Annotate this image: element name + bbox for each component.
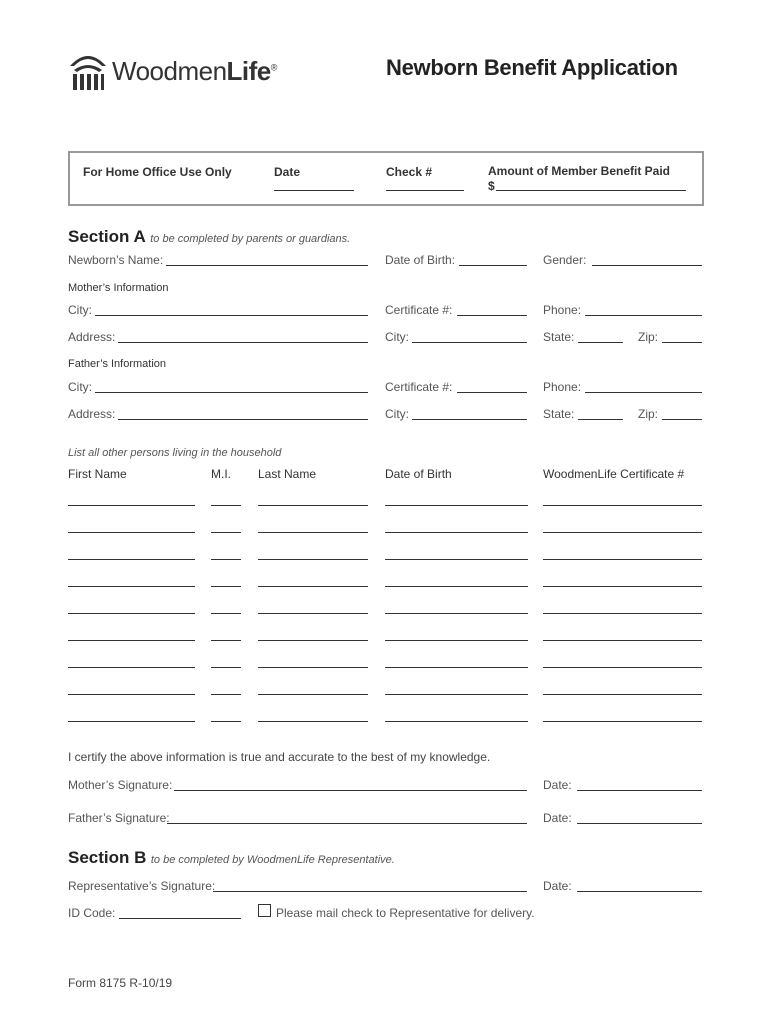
household-date-of-birth-field[interactable]: [385, 613, 528, 614]
office-date-field[interactable]: [274, 190, 354, 191]
father-phone-field[interactable]: [585, 392, 702, 393]
mother-certificate-field[interactable]: [457, 315, 527, 316]
col-first-name: First Name: [68, 467, 127, 481]
mother-address-label: Address:: [68, 330, 116, 344]
father-address-field[interactable]: [118, 419, 368, 420]
rep-signature-field[interactable]: [213, 891, 527, 892]
household-last-name-field[interactable]: [258, 667, 368, 668]
mother-zip-label: Zip:: [638, 330, 659, 344]
household-date-of-birth-field[interactable]: [385, 559, 528, 560]
household-first-name-field[interactable]: [68, 721, 195, 722]
household-last-name-field[interactable]: [258, 586, 368, 587]
mother-city-label: City:: [68, 303, 92, 317]
father-address-label: Address:: [68, 407, 116, 421]
household-first-name-field[interactable]: [68, 613, 195, 614]
mother-certificate-label: Certificate #:: [385, 303, 453, 317]
office-check-label: Check #: [386, 165, 433, 179]
logo-emblem-icon: [68, 48, 108, 92]
household-certificate-field[interactable]: [543, 505, 702, 506]
mother-signature-label: Mother’s Signature:: [68, 778, 173, 792]
household-certificate-field[interactable]: [543, 667, 702, 668]
col-last-name: Last Name: [258, 467, 317, 481]
household-middle-initial-field[interactable]: [211, 505, 241, 506]
newborn-gender-field[interactable]: [592, 265, 702, 266]
mother-signature-date-field[interactable]: [577, 790, 702, 791]
mail-check-label: Please mail check to Representative for delivery.: [276, 906, 535, 920]
household-certificate-field[interactable]: [543, 613, 702, 614]
household-date-of-birth-field[interactable]: [385, 721, 528, 722]
woodmenlife-logo: [68, 48, 278, 92]
household-middle-initial-field[interactable]: [211, 586, 241, 587]
mother-zip-field[interactable]: [662, 342, 702, 343]
office-dollar-sign: $: [488, 179, 495, 193]
household-certificate-field[interactable]: [543, 586, 702, 587]
mother-state-field[interactable]: [578, 342, 623, 343]
father-address-city-field[interactable]: [412, 419, 527, 420]
household-certificate-field[interactable]: [543, 532, 702, 533]
father-zip-field[interactable]: [662, 419, 702, 420]
rep-date-field[interactable]: [577, 891, 702, 892]
mother-signature-field[interactable]: [174, 790, 527, 791]
office-amount-label: Amount of Member Benefit Paid: [488, 164, 671, 178]
certify-statement: I certify the above information is true and accurate to the best of my knowledge.: [68, 750, 491, 764]
household-certificate-field[interactable]: [543, 640, 702, 641]
col-certificate: WoodmenLife Certificate #: [543, 467, 685, 481]
father-zip-label: Zip:: [638, 407, 659, 421]
section-b-title: Section B: [68, 848, 147, 867]
household-last-name-field[interactable]: [258, 694, 368, 695]
household-first-name-field[interactable]: [68, 667, 195, 668]
col-middle-initial: M.I.: [211, 467, 231, 481]
father-certificate-label: Certificate #:: [385, 380, 453, 394]
mother-phone-label: Phone:: [543, 303, 582, 317]
mother-state-label: State:: [543, 330, 575, 344]
newborn-dob-label: Date of Birth:: [385, 253, 456, 267]
household-certificate-field[interactable]: [543, 694, 702, 695]
household-last-name-field[interactable]: [258, 721, 368, 722]
household-middle-initial-field[interactable]: [211, 640, 241, 641]
household-last-name-field[interactable]: [258, 613, 368, 614]
household-middle-initial-field[interactable]: [211, 613, 241, 614]
mother-address-city-label: City:: [385, 330, 409, 344]
household-first-name-field[interactable]: [68, 694, 195, 695]
household-date-of-birth-field[interactable]: [385, 505, 528, 506]
office-date-label: Date: [274, 165, 301, 179]
household-first-name-field[interactable]: [68, 559, 195, 560]
father-state-label: State:: [543, 407, 575, 421]
father-signature-label: Father’s Signature:: [68, 811, 170, 825]
household-middle-initial-field[interactable]: [211, 694, 241, 695]
household-first-name-field[interactable]: [68, 640, 195, 641]
father-address-city-label: City:: [385, 407, 409, 421]
father-info-heading: Father’s Information: [68, 358, 167, 370]
household-middle-initial-field[interactable]: [211, 667, 241, 668]
household-middle-initial-field[interactable]: [211, 532, 241, 533]
mother-info-heading: Mother’s Information: [68, 282, 169, 294]
father-phone-label: Phone:: [543, 380, 582, 394]
household-first-name-field[interactable]: [68, 586, 195, 587]
logo-text-woodmen: Woodmen: [112, 56, 227, 86]
mother-address-field[interactable]: [118, 342, 368, 343]
mother-phone-field[interactable]: [585, 315, 702, 316]
household-intro: List all other persons living in the household: [68, 447, 282, 459]
newborn-name-field[interactable]: [166, 265, 368, 266]
household-date-of-birth-field[interactable]: [385, 532, 528, 533]
col-date-of-birth: Date of Birth: [385, 467, 452, 481]
rep-date-label: Date:: [543, 879, 572, 893]
father-city-field[interactable]: [95, 392, 368, 393]
mother-city-field[interactable]: [95, 315, 368, 316]
id-code-label: ID Code:: [68, 906, 116, 920]
newborn-dob-field[interactable]: [459, 265, 527, 266]
father-certificate-field[interactable]: [457, 392, 527, 393]
mother-signature-date-label: Date:: [543, 778, 572, 792]
mail-check-checkbox[interactable]: [258, 904, 271, 917]
household-date-of-birth-field[interactable]: [385, 667, 528, 668]
page-title: Newborn Benefit Application: [386, 55, 678, 80]
rep-signature-label: Representative’s Signature:: [68, 879, 216, 893]
office-check-field[interactable]: [386, 190, 464, 191]
section-a-title: Section A: [68, 227, 146, 246]
newborn-name-label: Newborn’s Name:: [68, 253, 164, 267]
id-code-field[interactable]: [119, 918, 241, 919]
form-number: Form 8175 R-10/19: [68, 976, 173, 990]
logo-text-life: Life: [226, 56, 271, 86]
household-last-name-field[interactable]: [258, 532, 368, 533]
household-certificate-field[interactable]: [543, 559, 702, 560]
household-date-of-birth-field[interactable]: [385, 694, 528, 695]
household-date-of-birth-field[interactable]: [385, 586, 528, 587]
household-first-name-field[interactable]: [68, 505, 195, 506]
household-first-name-field[interactable]: [68, 532, 195, 533]
household-date-of-birth-field[interactable]: [385, 640, 528, 641]
section-b-subtitle: to be completed by WoodmenLife Representative.: [150, 854, 395, 866]
household-last-name-field[interactable]: [258, 559, 368, 560]
father-signature-date-label: Date:: [543, 811, 572, 825]
father-state-field[interactable]: [578, 419, 623, 420]
father-city-label: City:: [68, 380, 92, 394]
newborn-gender-label: Gender:: [543, 253, 587, 267]
household-certificate-field[interactable]: [543, 721, 702, 722]
household-last-name-field[interactable]: [258, 505, 368, 506]
household-middle-initial-field[interactable]: [211, 721, 241, 722]
household-last-name-field[interactable]: [258, 640, 368, 641]
office-amount-field[interactable]: [496, 190, 686, 191]
home-office-label: For Home Office Use Only: [83, 165, 232, 179]
father-signature-date-field[interactable]: [577, 823, 702, 824]
father-signature-field[interactable]: [167, 823, 527, 824]
logo-registered-mark: ®: [270, 62, 277, 73]
section-a-subtitle: to be completed by parents or guardians.: [150, 233, 351, 245]
mother-address-city-field[interactable]: [412, 342, 527, 343]
household-middle-initial-field[interactable]: [211, 559, 241, 560]
